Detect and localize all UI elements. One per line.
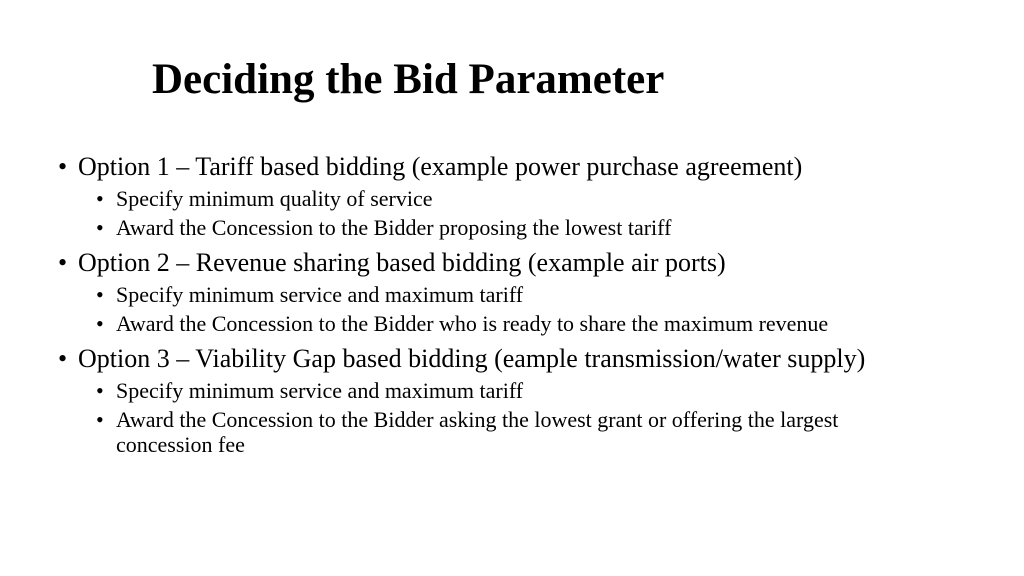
sub-item xyxy=(96,215,876,240)
sub-item-text: Award the Concession to the Bidder proposing the lowest tariff xyxy=(116,215,672,240)
bullet-dot: • xyxy=(58,152,68,181)
sub-item-text: Specify minimum service and maximum tariff xyxy=(116,282,524,307)
sub-item-text: Specify minimum service and maximum tariff xyxy=(116,378,524,403)
option-1-sublist xyxy=(78,186,958,240)
option-3-text: Option 3 – Viability Gap based bidding (eample transmission/water supply) xyxy=(78,344,866,373)
sub-item xyxy=(96,378,876,403)
sub-bullet-dot: • xyxy=(96,407,104,432)
sub-item-text: Specify minimum quality of service xyxy=(116,186,433,211)
option-2-sublist xyxy=(78,282,958,336)
option-1-item xyxy=(58,152,958,240)
slide-title: Deciding the Bid Parameter xyxy=(152,56,665,103)
sub-item xyxy=(96,282,876,307)
sub-item xyxy=(96,186,876,211)
sub-item xyxy=(96,407,876,457)
option-1-text: Option 1 – Tariff based bidding (example power purchase agreement) xyxy=(78,152,803,181)
option-3-sublist xyxy=(78,378,958,457)
sub-bullet-dot: • xyxy=(96,311,104,336)
sub-bullet-dot: • xyxy=(96,378,104,403)
option-3-item xyxy=(58,344,958,457)
sub-bullet-dot: • xyxy=(96,186,104,211)
option-2-text: Option 2 – Revenue sharing based bidding (example air ports) xyxy=(78,248,726,277)
sub-item-text: Award the Concession to the Bidder who is ready to share the maximum revenue xyxy=(116,311,829,336)
sub-bullet-dot: • xyxy=(96,282,104,307)
sub-item xyxy=(96,311,876,336)
bullet-dot: • xyxy=(58,248,68,277)
bullet-dot: • xyxy=(58,344,68,373)
sub-item-text: Award the Concession to the Bidder asking the lowest grant or offering the largest concession fee xyxy=(116,407,839,457)
option-2-item xyxy=(58,248,958,336)
sub-bullet-dot: • xyxy=(96,215,104,240)
bullet-list xyxy=(58,152,958,457)
